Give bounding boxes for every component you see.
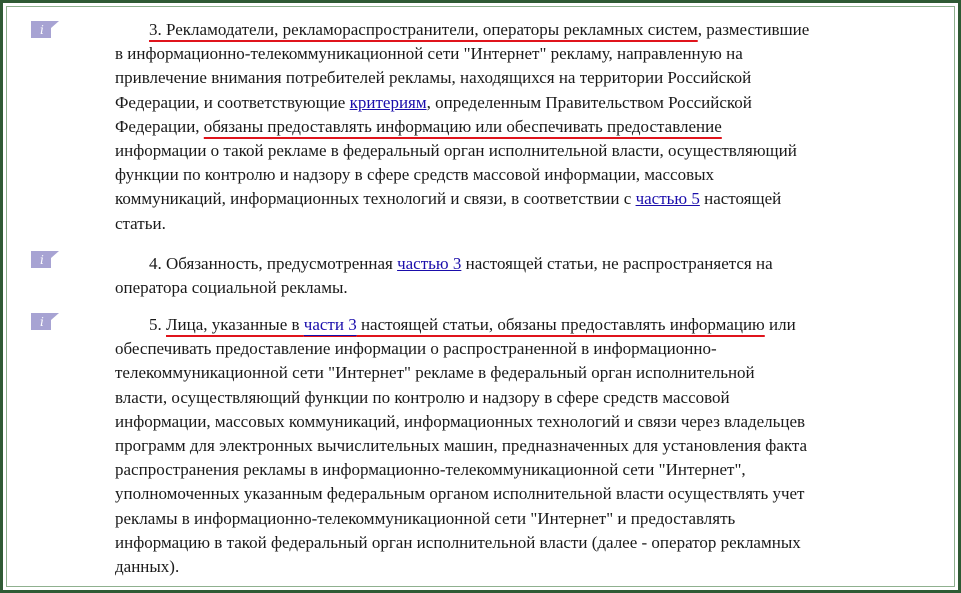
svg-text:i: i [40, 315, 44, 329]
highlight-underline: Лица, указанные в части 3 настоящей статьи, обязаны предоставлять информацию [166, 315, 765, 334]
link-chastyu-5[interactable]: частью 5 [635, 189, 700, 209]
link-kriteriyam[interactable]: критериям [349, 92, 427, 112]
paragraph-5: 5. Лица, указанные в части 3 настоящей статьи, обязаны предоставлять информацию или обеспечивать предоставление информации о распространенной в информационно- телекоммуникационной сети "Интернет" рекламе в федеральный орган исполнительной власти, осуществляющий функции по контролю и надзору в сфере средств массовой информации, массовых коммуникаций, информационных технологий и связи через владельцев программ для электронных вычислительных машин, предназначенных для установления факта распространения рекламы в информационно-телекоммуникационной сети "Интернет", уполномоченных указанным федеральным органом исполнительной власти осуществлять учет рекламы в информационно-телекоммуникационной сети "Интернет" и предоставлять информацию в такой федеральный орган исполнительной власти (далее - оператор рекламных данных). [115, 315, 808, 577]
info-icon[interactable] [31, 251, 59, 268]
svg-text:i: i [40, 23, 44, 37]
highlight-underline: 3. Рекламодатели, рекламораспространители, операторы рекламных систем [149, 20, 698, 39]
highlight-underline: обязаны предоставлять информацию или обеспечивать предоставление [203, 116, 722, 136]
link-chasti-3[interactable]: части 3 [303, 315, 357, 334]
paragraph-4: 4. Обязанность, предусмотренная частью 3 настоящей статьи, не распространяется на оператора социальной рекламы. [115, 254, 773, 298]
info-icon[interactable] [31, 313, 59, 330]
info-icon[interactable] [31, 21, 59, 38]
link-chastyu-3[interactable]: частью 3 [397, 254, 462, 273]
svg-text:i: i [40, 253, 44, 267]
paragraph-3: 3. Рекламодатели, рекламораспространители, операторы рекламных систем, разместившие в информационно-телекоммуникационной сети "Интернет" рекламу, направленную на привлечение внимания потребителей рекламы, находящихся на территории Российской Федерации, и соответствующие критериям, определенным Правительством Российской Федерации, обязаны предоставлять информацию или обеспечивать предоставление информации о такой рекламе в федеральный орган исполнительной власти, осуществляющий функции по контролю и надзору в сфере средств массовой информации, массовых коммуникаций, информационных технологий и связи, в соответствии с частью 5 настоящей статьи. [115, 20, 810, 233]
